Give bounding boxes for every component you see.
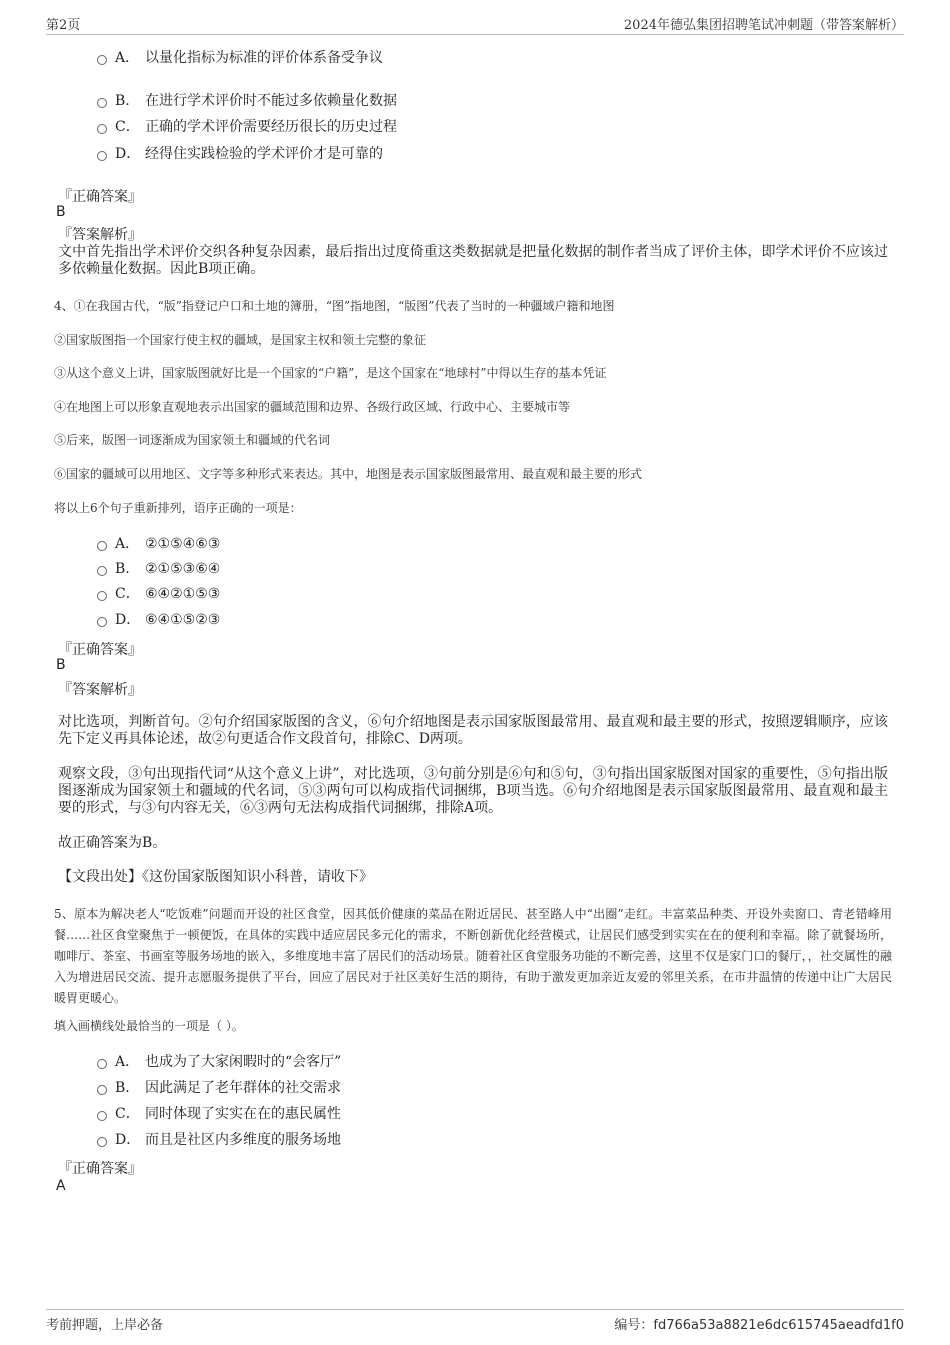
q4-option-b[interactable]	[97, 560, 220, 578]
option-letter: A．	[115, 1054, 140, 1070]
q4-prompt: 将以上6个句子重新排列，语序正确的一项是：	[54, 501, 302, 515]
q5-answer: A	[56, 1178, 66, 1194]
q4-sentence-1: 4、①在我国古代，“版”指登记户口和土地的簿册，“图”指地图，“版图”代表了当时的一种疆域户籍和地图	[54, 299, 615, 313]
radio-icon[interactable]	[97, 566, 107, 576]
q3-option-b[interactable]	[97, 92, 397, 110]
q4-analysis-label: 『答案解析』	[58, 682, 142, 698]
q4-sentence-2: ②国家版图指一个国家行使主权的疆域，是国家主权和领土完整的象征	[54, 333, 427, 347]
q4-answer-label: 『正确答案』	[58, 642, 142, 658]
radio-icon[interactable]	[97, 1059, 107, 1069]
radio-icon[interactable]	[97, 124, 107, 134]
q3-option-c[interactable]	[97, 118, 397, 136]
option-letter: A．	[115, 536, 140, 552]
footer-serial: 编号：fd766a53a8821e6dc615745aeadfd1f0	[614, 1318, 904, 1333]
option-letter: C．	[115, 586, 140, 602]
option-text: 经得住实践检验的学术评价才是可靠的	[145, 146, 383, 162]
radio-icon[interactable]	[97, 591, 107, 601]
q3-analysis: 文中首先指出学术评价交织各种复杂因素，最后指出过度倚重这类数据就是把量化数据的制作者当成了评价主体，即学术评价不应该过多依赖量化数据。因此B项正确。	[58, 244, 888, 277]
option-text: 也成为了大家闲暇时的“会客厅”	[145, 1054, 342, 1070]
q5-option-d[interactable]	[97, 1131, 341, 1149]
q4-sentence-3: ③从这个意义上讲，国家版图就好比是一个国家的“户籍”，是这个国家在“地球村”中得以生存的基本凭证	[54, 366, 607, 380]
q4-answer: B	[56, 657, 66, 673]
radio-icon[interactable]	[97, 98, 107, 108]
option-letter: B.	[115, 1080, 130, 1096]
option-letter: B.	[115, 93, 130, 109]
option-letter: D．	[115, 612, 141, 628]
option-text: ⑥④②①⑤③	[145, 586, 221, 602]
q4-sentence-6: ⑥国家的疆域可以用地区、文字等多种形式来表达。其中，地图是表示国家版图最常用、最直观和最主要的形式	[54, 467, 643, 481]
q3-answer-label: 『正确答案』	[58, 189, 142, 205]
option-text: 正确的学术评价需要经历很长的历史过程	[145, 119, 397, 135]
radio-icon[interactable]	[97, 151, 107, 161]
option-text: ②①⑤④⑥③	[145, 536, 221, 552]
option-text: 以量化指标为标准的评价体系备受争议	[145, 50, 383, 66]
option-letter: B.	[115, 561, 130, 577]
page-number: 第2页	[46, 18, 81, 33]
option-text: 而且是社区内多维度的服务场地	[145, 1132, 341, 1148]
q5-option-b[interactable]	[97, 1079, 341, 1097]
q4-sentence-5: ⑤后来，版图一词逐渐成为国家领土和疆域的代名词	[54, 433, 331, 447]
q4-option-c[interactable]	[97, 585, 220, 603]
radio-icon[interactable]	[97, 617, 107, 627]
q3-option-a[interactable]	[97, 49, 383, 67]
option-text: ⑥④①⑤②③	[145, 612, 221, 628]
q4-option-d[interactable]	[97, 611, 220, 629]
q5-stem: 5、原本为解决老人“吃饭难”问题而开设的社区食堂，因其低价健康的菜品在附近居民、甚至路人中“出圈”走红。丰富菜品种类、开设外卖窗口、青老错峰用餐……社区食堂聚焦于一顿便饭，在具体的实践中适应居民多元化的需求，不断创新优化经营模式，让居民们感受到实实在在的便利和幸福。除了就餐场所，咖啡厅、茶室、书画室等服务场地的嵌入，多维度地丰富了居民们的活动场景。随着社区食堂服务功能的不断完善，这里不仅是家门口的餐厅，，社交属性的融入为增进居民交流、提升志愿服务提供了平台，回应了居民对于社区美好生活的期待，有助于激发更加亲近友爱的邻里关系，在市井温情的传递中让广大居民暖胃更暖心。	[54, 907, 892, 1005]
q5-option-c[interactable]	[97, 1105, 341, 1123]
option-text: ②①⑤③⑥④	[145, 561, 221, 577]
q4-sentence-4: ④在地图上可以形象直观地表示出国家的疆域范围和边界、各级行政区域、行政中心、主要城市等	[54, 400, 571, 414]
radio-icon[interactable]	[97, 1137, 107, 1147]
q3-option-d[interactable]	[97, 145, 383, 163]
option-text: 同时体现了实实在在的惠民属性	[145, 1106, 341, 1122]
option-letter: A．	[115, 50, 140, 66]
q5-answer-label: 『正确答案』	[58, 1161, 142, 1177]
q3-answer: B	[56, 204, 66, 220]
radio-icon[interactable]	[97, 541, 107, 551]
footer-slogan: 考前押题，上岸必备	[46, 1318, 164, 1333]
q4-option-a[interactable]	[97, 535, 220, 553]
q4-source: 【文段出处】《这份国家版图知识小科普，请收下》	[58, 869, 373, 885]
header-rule	[46, 34, 904, 35]
q5-prompt: 填入画横线处最恰当的一项是（ ）。	[54, 1019, 244, 1033]
q4-analysis-p2: 观察文段，③句出现指代词“从这个意义上讲”，对比选项，③句前分别是⑥句和⑤句，③句指出国家版图对国家的重要性，⑤句指出版图逐渐成为国家领土和疆域的代名词，⑤③两句可以构成指代词捆绑，B项当选。⑥句介绍地图是表示国家版图最常用、最直观和最主要的形式，与③句内容无关，⑥③两句无法构成指代词捆绑，排除A项。	[58, 766, 888, 816]
option-letter: D．	[115, 146, 141, 162]
document-title: 2024年德弘集团招聘笔试冲刺题（带答案解析）	[623, 18, 904, 33]
q5-option-a[interactable]	[97, 1053, 341, 1071]
radio-icon[interactable]	[97, 1111, 107, 1121]
option-letter: C．	[115, 1106, 140, 1122]
q4-analysis-p3: 故正确答案为B。	[58, 835, 167, 851]
footer-rule	[46, 1309, 904, 1310]
option-letter: C．	[115, 119, 140, 135]
radio-icon[interactable]	[97, 1085, 107, 1095]
radio-icon[interactable]	[97, 55, 107, 65]
option-text: 因此满足了老年群体的社交需求	[145, 1080, 341, 1096]
option-letter: D．	[115, 1132, 141, 1148]
q4-analysis-p1: 对比选项，判断首句。②句介绍国家版图的含义，⑥句介绍地图是表示国家版图最常用、最直观和最主要的形式，按照逻辑顺序，应该先下定义再具体论述，故②句更适合作文段首句，排除C、D两项。	[58, 714, 888, 747]
option-text: 在进行学术评价时不能过多依赖量化数据	[145, 93, 397, 109]
q3-analysis-label: 『答案解析』	[58, 227, 142, 243]
